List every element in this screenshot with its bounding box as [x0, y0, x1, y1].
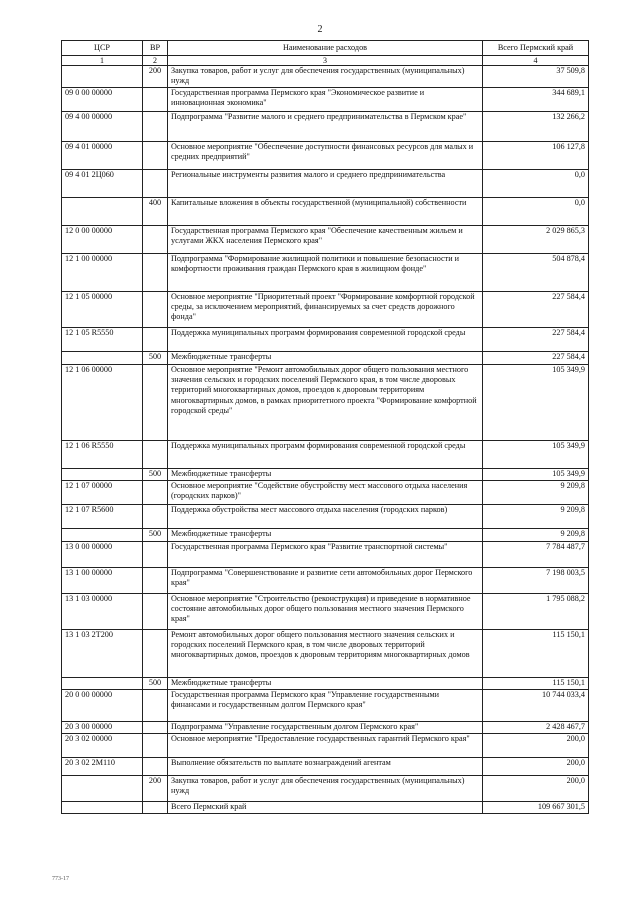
amount-cell: 105 349,9: [483, 469, 589, 481]
expense-name-cell: Основное мероприятие "Содействие обустройству мест массового отдыха населения (городских парков)": [168, 481, 483, 505]
vr-cell: [143, 594, 168, 630]
amount-cell: 105 349,9: [483, 441, 589, 469]
table-row: [62, 365, 589, 441]
expense-name-cell: Основное мероприятие "Обеспечение доступности финансовых ресурсов для малых и средних предприятий": [168, 142, 483, 170]
csr-cell: [62, 198, 143, 226]
table-row: [62, 352, 589, 365]
amount-cell: 200,0: [483, 734, 589, 758]
table-row: [62, 254, 589, 292]
table-row: [62, 481, 589, 505]
csr-cell: 20 3 02 00000: [62, 734, 143, 758]
budget-table: [61, 40, 589, 814]
table-row: [62, 568, 589, 594]
header-name: Наименование расходов: [168, 41, 483, 56]
csr-cell: 12 1 06 00000: [62, 365, 143, 441]
amount-cell: 200,0: [483, 776, 589, 802]
expense-name-cell: Подпрограмма "Формирование жилищной политики и повышение безопасности и комфортности проживания граждан Пермского края в жилищном фонде": [168, 254, 483, 292]
vr-cell: [143, 758, 168, 776]
vr-cell: [143, 112, 168, 142]
vr-cell: [143, 722, 168, 734]
expense-name-cell: Выполнение обязательств по выплате вознаграждений агентам: [168, 758, 483, 776]
column-number: 1: [62, 56, 143, 66]
csr-cell: [62, 678, 143, 690]
vr-cell: 400: [143, 198, 168, 226]
amount-cell: 227 584,4: [483, 292, 589, 328]
csr-cell: 09 0 00 00000: [62, 88, 143, 112]
table-row: [62, 734, 589, 758]
vr-cell: [143, 505, 168, 529]
vr-cell: 500: [143, 469, 168, 481]
expense-name-cell: Основное мероприятие "Ремонт автомобильных дорог общего пользования местного значения сельских и городских поселений Пермского края, в том числе дворовых территорий многоквартирных домов, проездов к дворовым территориям многоквартирных домов, в рамках приоритетного проекта "Формирование комфортной городской среды": [168, 365, 483, 441]
csr-cell: 09 4 01 00000: [62, 142, 143, 170]
csr-cell: [62, 802, 143, 814]
amount-cell: 106 127,8: [483, 142, 589, 170]
amount-cell: 227 584,4: [483, 352, 589, 365]
column-number: 3: [168, 56, 483, 66]
vr-cell: [143, 690, 168, 722]
expense-name-cell: Закупка товаров, работ и услуг для обеспечения государственных (муниципальных) нужд: [168, 776, 483, 802]
table-row: [62, 505, 589, 529]
csr-cell: 20 0 00 00000: [62, 690, 143, 722]
amount-cell: 37 509,8: [483, 66, 589, 88]
table-row: [62, 226, 589, 254]
amount-cell: 2 428 467,7: [483, 722, 589, 734]
expense-name-cell: Региональные инструменты развития малого и среднего предпринимательства: [168, 170, 483, 198]
amount-cell: 9 209,8: [483, 529, 589, 542]
expense-name-cell: Межбюджетные трансферты: [168, 678, 483, 690]
amount-cell: 7 784 487,7: [483, 542, 589, 568]
vr-cell: [143, 441, 168, 469]
header-csr: ЦСР: [62, 41, 143, 56]
vr-cell: 200: [143, 776, 168, 802]
vr-cell: [143, 226, 168, 254]
table-row: [62, 198, 589, 226]
expense-name-cell: Подпрограмма "Развитие малого и среднего предпринимательства в Пермском крае": [168, 112, 483, 142]
column-number-row: [62, 56, 589, 66]
amount-cell: 200,0: [483, 758, 589, 776]
vr-cell: [143, 365, 168, 441]
expense-name-cell: Государственная программа Пермского края "Обеспечение качественным жильем и услугами ЖКХ населения Пермского края": [168, 226, 483, 254]
table-body: [62, 66, 589, 814]
amount-cell: 504 878,4: [483, 254, 589, 292]
expense-name-cell: Государственная программа Пермского края "Развитие транспортной системы": [168, 542, 483, 568]
expense-name-cell: Межбюджетные трансферты: [168, 529, 483, 542]
table-row: [62, 328, 589, 352]
csr-cell: 12 1 05 R5550: [62, 328, 143, 352]
vr-cell: 500: [143, 352, 168, 365]
expense-name-cell: Капитальные вложения в объекты государственной (муниципальной) собственности: [168, 198, 483, 226]
table-row: [62, 66, 589, 88]
table-row: [62, 170, 589, 198]
table-row: [62, 112, 589, 142]
csr-cell: [62, 469, 143, 481]
amount-cell: 2 029 865,3: [483, 226, 589, 254]
vr-cell: [143, 568, 168, 594]
column-number: 2: [143, 56, 168, 66]
table-row: [62, 722, 589, 734]
column-number: 4: [483, 56, 589, 66]
vr-cell: [143, 292, 168, 328]
header-total: Всего Пермский край: [483, 41, 589, 56]
page-number: 2: [317, 24, 323, 35]
table-row: [62, 529, 589, 542]
csr-cell: 12 0 00 00000: [62, 226, 143, 254]
table-row: [62, 469, 589, 481]
vr-cell: 200: [143, 66, 168, 88]
csr-cell: [62, 66, 143, 88]
table-row: [62, 630, 589, 678]
table-row: [62, 542, 589, 568]
table-row: [62, 88, 589, 112]
csr-cell: [62, 529, 143, 542]
csr-cell: 12 1 07 00000: [62, 481, 143, 505]
table-header-row: [62, 41, 589, 56]
table-row: [62, 802, 589, 814]
vr-cell: [143, 88, 168, 112]
amount-cell: 1 795 088,2: [483, 594, 589, 630]
table-row: [62, 142, 589, 170]
expense-name-cell: Поддержка муниципальных программ формирования современной городской среды: [168, 441, 483, 469]
vr-cell: [143, 142, 168, 170]
csr-cell: [62, 776, 143, 802]
csr-cell: 20 3 00 00000: [62, 722, 143, 734]
expense-name-cell: Всего Пермский край: [168, 802, 483, 814]
amount-cell: 132 266,2: [483, 112, 589, 142]
amount-cell: 105 349,9: [483, 365, 589, 441]
footer-mark: 773-17: [52, 876, 69, 882]
amount-cell: 344 689,1: [483, 88, 589, 112]
header-vr: ВР: [143, 41, 168, 56]
csr-cell: 12 1 00 00000: [62, 254, 143, 292]
table-row: [62, 776, 589, 802]
vr-cell: [143, 630, 168, 678]
amount-cell: 115 150,1: [483, 630, 589, 678]
csr-cell: 12 1 06 R5550: [62, 441, 143, 469]
table-row: [62, 690, 589, 722]
expense-name-cell: Поддержка муниципальных программ формирования современной городской среды: [168, 328, 483, 352]
amount-cell: 0,0: [483, 170, 589, 198]
vr-cell: 500: [143, 678, 168, 690]
expense-name-cell: Основное мероприятие "Строительство (реконструкция) и приведение в нормативное состояние автомобильных дорог общего пользования местного значения Пермского края": [168, 594, 483, 630]
amount-cell: 227 584,4: [483, 328, 589, 352]
csr-cell: 20 3 02 2M110: [62, 758, 143, 776]
expense-name-cell: Подпрограмма "Совершенствование и развитие сети автомобильных дорог Пермского края": [168, 568, 483, 594]
csr-cell: 13 1 03 2T200: [62, 630, 143, 678]
vr-cell: [143, 170, 168, 198]
csr-cell: 09 4 01 2Ц060: [62, 170, 143, 198]
amount-cell: 9 209,8: [483, 505, 589, 529]
vr-cell: [143, 481, 168, 505]
amount-cell: 10 744 033,4: [483, 690, 589, 722]
expense-name-cell: Подпрограмма "Управление государственным долгом Пермского края": [168, 722, 483, 734]
expense-name-cell: Основное мероприятие "Приоритетный проект "Формирование комфортной городской среды, за исключением мероприятий, финансируемых за счет средств дорожного фонда": [168, 292, 483, 328]
amount-cell: 109 667 301,5: [483, 802, 589, 814]
csr-cell: [62, 352, 143, 365]
table-row: [62, 678, 589, 690]
amount-cell: 9 209,8: [483, 481, 589, 505]
csr-cell: 09 4 00 00000: [62, 112, 143, 142]
vr-cell: [143, 802, 168, 814]
expense-name-cell: Межбюджетные трансферты: [168, 469, 483, 481]
expense-name-cell: Основное мероприятие "Предоставление государственных гарантий Пермского края": [168, 734, 483, 758]
expense-name-cell: Ремонт автомобильных дорог общего пользования местного значения сельских и городских поселений Пермского края, в том числе дворовых территорий многоквартирных домов, проездов к дворовым территориям многоквартирных домов: [168, 630, 483, 678]
amount-cell: 7 198 003,5: [483, 568, 589, 594]
csr-cell: 13 1 03 00000: [62, 594, 143, 630]
expense-name-cell: Закупка товаров, работ и услуг для обеспечения государственных (муниципальных) нужд: [168, 66, 483, 88]
vr-cell: [143, 734, 168, 758]
expense-name-cell: Государственная программа Пермского края "Экономическое развитие и инновационная экономика": [168, 88, 483, 112]
vr-cell: [143, 328, 168, 352]
csr-cell: 13 0 00 00000: [62, 542, 143, 568]
table-row: [62, 292, 589, 328]
amount-cell: 0,0: [483, 198, 589, 226]
table-row: [62, 758, 589, 776]
vr-cell: [143, 254, 168, 292]
expense-name-cell: Поддержка обустройства мест массового отдыха населения (городских парков): [168, 505, 483, 529]
table-row: [62, 594, 589, 630]
vr-cell: [143, 542, 168, 568]
amount-cell: 115 150,1: [483, 678, 589, 690]
csr-cell: 12 1 05 00000: [62, 292, 143, 328]
vr-cell: 500: [143, 529, 168, 542]
csr-cell: 13 1 00 00000: [62, 568, 143, 594]
csr-cell: 12 1 07 R5600: [62, 505, 143, 529]
expense-name-cell: Государственная программа Пермского края "Управление государственными финансами и государственным долгом Пермского края": [168, 690, 483, 722]
table-row: [62, 441, 589, 469]
expense-name-cell: Межбюджетные трансферты: [168, 352, 483, 365]
